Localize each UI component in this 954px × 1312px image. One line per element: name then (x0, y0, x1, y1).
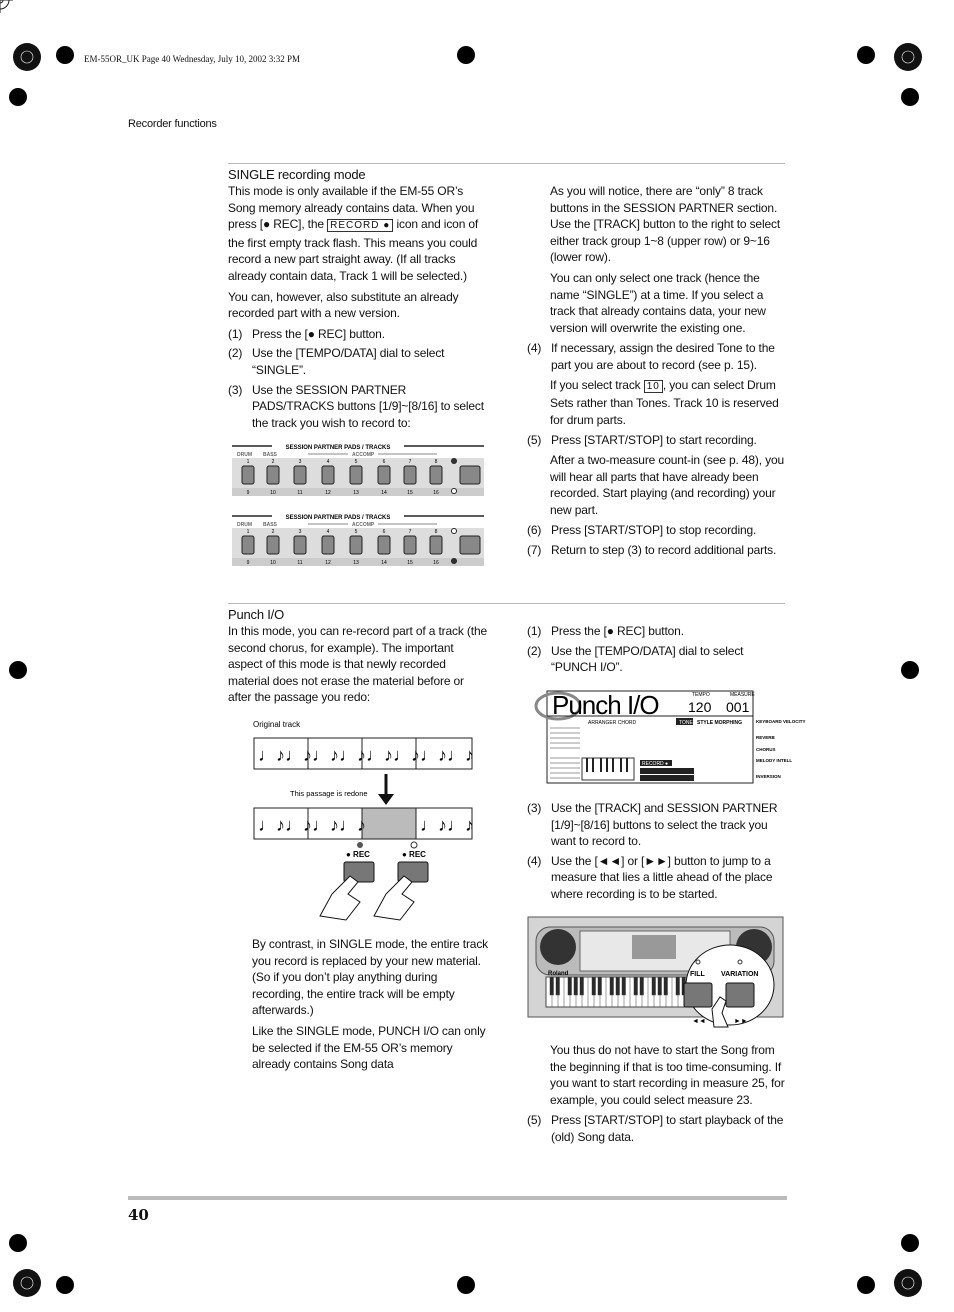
svg-text:TONE: TONE (679, 720, 693, 726)
punch-right-mid (527, 800, 785, 906)
pad-number-top: 1 (246, 459, 250, 465)
svg-text:DRUM: DRUM (237, 522, 252, 528)
svg-text:BASS: BASS (263, 452, 277, 458)
pad-number-bottom: 16 (433, 560, 439, 566)
single-step-6: (6) Press [START/STOP] to stop recording. (527, 523, 757, 538)
track-button[interactable] (460, 536, 480, 554)
svg-text:CHORUS: CHORUS (756, 747, 776, 752)
punch-left-column (228, 607, 490, 710)
pad-number-bottom: 16 (433, 490, 439, 496)
svg-text:◄◄: ◄◄ (692, 1018, 706, 1025)
single-step-4-note: If you select track 10 , you can select Drum Sets rather than Tones. Track 10 is reserved for drum parts. (550, 377, 779, 427)
track-led (452, 559, 457, 564)
svg-text:RECORD ●: RECORD ● (642, 761, 669, 767)
single-step-5-note: After a two-measure count-in (see p. 48), you will hear all parts that have already been recorded. Start playing (and recording) your new part. (550, 452, 785, 517)
pad-number-bottom: 9 (246, 490, 250, 496)
punch-step-5: (5) Press [START/STOP] to start playback of the (old) Song data. (527, 1113, 784, 1144)
pad-button[interactable] (404, 536, 416, 554)
pad-number-bottom: 12 (325, 490, 331, 496)
single-step-2: (2) Use the [TEMPO/DATA] dial to select “SINGLE”. (228, 346, 445, 377)
pad-button[interactable] (378, 466, 390, 484)
single-intro-1: This mode is only available if the EM-55 OR’s Song memory already contains data. When you press [● REC], the RECORD ● icon and icon of the first empty track flash. This means you could record a new part straight away. (If all tracks already contain data, Track 1 will be selected.) (228, 184, 479, 283)
punch-contrast-2: Like the SINGLE mode, PUNCH I/O can only be selected if the EM-55 OR’s memory already contains Song data (252, 1023, 486, 1072)
svg-text:MEASURE: MEASURE (730, 692, 755, 698)
svg-text:BASS: BASS (263, 522, 277, 528)
single-step-1: (1) Press the [● REC] button. (228, 326, 385, 341)
svg-text:SESSION PARTNER PADS / TRACKS: SESSION PARTNER PADS / TRACKS (285, 515, 391, 521)
pad-number-bottom: 10 (270, 490, 276, 496)
punch-step-3: (3) Use the [TRACK] and SESSION PARTNER [1/9]~[8/16] buttons to select the track you want to record to. (527, 801, 778, 849)
single-right-column (527, 183, 785, 561)
pad-button[interactable] (378, 536, 390, 554)
single-right-para-2: You can only select one track (hence the name “SINGLE”) at a time. If you select a track that already contains data, your new version will overwrite the existing one. (550, 270, 766, 335)
pad-number-top: 5 (354, 529, 358, 535)
svg-text:Roland: Roland (548, 971, 569, 977)
pad-button[interactable] (322, 536, 334, 554)
pad-button[interactable] (267, 466, 279, 484)
pad-button[interactable] (350, 466, 362, 484)
svg-text:KEYBOARD VELOCITY: KEYBOARD VELOCITY (756, 719, 806, 724)
session-partner-panel-figure (232, 440, 490, 570)
pad-number-top: 6 (382, 529, 386, 535)
punch-contrast-1: By contrast, in SINGLE mode, the entire track you record is replaced by your new material. (So if you don’t play anything during recording, the entire track will be empty afterwards.) (252, 937, 489, 1018)
pad-number-bottom: 13 (353, 560, 359, 566)
pad-number-top: 3 (298, 529, 302, 535)
svg-text:120: 120 (688, 699, 712, 715)
svg-text:♩♪♩♪: ♩♪♩♪ (366, 745, 420, 765)
page-number: 40 (128, 1206, 149, 1224)
pad-number-top: 7 (408, 529, 412, 535)
panel-heading: SESSION PARTNER PADS / TRACKS (285, 445, 391, 451)
svg-text:FILL: FILL (690, 971, 705, 978)
svg-text:ACCOMP: ACCOMP (352, 452, 375, 458)
single-step-7: (7) Return to step (3) to record additional parts. (527, 542, 777, 557)
svg-text:ACCOMP: ACCOMP (352, 522, 375, 528)
pad-number-top: 8 (434, 529, 438, 535)
pad-number-top: 2 (271, 459, 275, 465)
pad-number-top: 5 (354, 459, 358, 465)
pad-button[interactable] (350, 536, 362, 554)
keyboard-figure (528, 917, 784, 1027)
svg-text:Original track: Original track (253, 720, 301, 729)
single-intro-2: You can, however, also substitute an already recorded part with a new version. (228, 289, 459, 321)
pad-button[interactable] (430, 536, 442, 554)
pad-button[interactable] (294, 536, 306, 554)
punch-intro: In this mode, you can re-record part of a track (the second chorus, for example). The important aspect of this mode is that newly recorded material does not erase the material before or after the passage you redo: (228, 624, 487, 705)
pad-button[interactable] (267, 536, 279, 554)
pad-number-top: 4 (326, 529, 330, 535)
svg-text:TEMPO: TEMPO (692, 692, 710, 698)
single-step-5: (5) Press [START/STOP] to start recording. (527, 433, 757, 448)
track-led (452, 489, 457, 494)
track-led (452, 529, 457, 534)
pad-number-top: 2 (271, 529, 275, 535)
track-led (452, 459, 457, 464)
pad-button[interactable] (242, 466, 254, 484)
punch-after-fig: You thus do not have to start the Song from the beginning if that is too time-consuming. If you want to start recording in measure 25, for example, you could select measure 23. (550, 1043, 785, 1107)
pad-number-bottom: 12 (325, 560, 331, 566)
svg-text:● REC: ● REC (346, 850, 370, 859)
lcd-main-text: Punch I/O (552, 690, 659, 720)
punch-step-1: (1) Press the [● REC] button. (527, 624, 684, 638)
pad-number-top: 1 (246, 529, 250, 535)
punch-right-top (527, 623, 785, 679)
punch-contrast (252, 936, 490, 1077)
pad-number-top: 8 (434, 459, 438, 465)
single-left-column (228, 167, 490, 434)
svg-text:INVERSION: INVERSION (756, 774, 781, 779)
svg-text:This passage is redone: This passage is redone (290, 789, 368, 798)
punch-step-2: (2) Use the [TEMPO/DATA] dial to select “PUNCH I/O”. (527, 643, 744, 675)
svg-text:♩♪♩♪: ♩♪♩♪ (312, 745, 366, 765)
pad-number-bottom: 14 (381, 490, 387, 496)
svg-text:►►: ►► (734, 1018, 748, 1025)
single-right-para-1: As you will notice, there are “only” 8 track buttons in the SESSION PARTNER section. Use the [TRACK] button to the right to select either track group 1~8 (upper row) or 9~16 (lower row). (550, 184, 781, 265)
pad-number-bottom: 11 (297, 560, 303, 566)
svg-text:REVERB: REVERB (756, 735, 775, 740)
running-head: Recorder functions (128, 118, 217, 130)
svg-text:STYLE MORPHING: STYLE MORPHING (697, 720, 743, 726)
svg-text:♩♪♩♪: ♩♪♩♪ (312, 815, 366, 835)
svg-text:♩♪♩♪: ♩♪♩♪ (258, 815, 312, 835)
pad-button[interactable] (242, 536, 254, 554)
pad-number-bottom: 11 (297, 490, 303, 496)
lcd-display-figure (530, 688, 806, 786)
svg-text:VARIATION: VARIATION (721, 971, 759, 978)
punch-right-bottom (527, 1042, 785, 1149)
top-rule (228, 163, 785, 164)
section-title-punch: Punch I/O (228, 607, 285, 622)
single-step-4: (4) If necessary, assign the desired Tone to the part you are about to record (see p. 15). (527, 341, 775, 372)
pad-number-bottom: 13 (353, 490, 359, 496)
pad-number-top: 6 (382, 459, 386, 465)
svg-text:♩♪♩♪: ♩♪♩♪ (420, 745, 474, 765)
track-button[interactable] (460, 466, 480, 484)
svg-text:● REC: ● REC (402, 850, 426, 859)
punch-step-4: (4) Use the [◄◄] or [►►] button to jump to a measure that lies a little ahead of the place where recording is to be started. (527, 853, 773, 901)
pad-button[interactable] (404, 466, 416, 484)
pad-number-bottom: 15 (407, 560, 413, 566)
section-title-single: SINGLE recording mode (228, 167, 366, 182)
pad-number-bottom: 9 (246, 560, 250, 566)
svg-text:001: 001 (726, 699, 750, 715)
svg-text:MELODY INTELL: MELODY INTELL (756, 758, 793, 763)
pad-number-top: 7 (408, 459, 412, 465)
pad-number-top: 4 (326, 459, 330, 465)
pad-button[interactable] (430, 466, 442, 484)
record-icon: RECORD ● (327, 219, 393, 232)
single-step-3: (3) Use the SESSION PARTNER PADS/TRACKS buttons [1/9]~[8/16] to select the track you wish to record to: (228, 382, 484, 430)
svg-text:ARRANGER CHORD: ARRANGER CHORD (588, 720, 637, 726)
pad-number-bottom: 14 (381, 560, 387, 566)
pad-button[interactable] (322, 466, 334, 484)
mid-rule (228, 603, 785, 604)
pad-number-bottom: 15 (407, 490, 413, 496)
footer-rule (128, 1196, 787, 1200)
pad-number-bottom: 10 (270, 560, 276, 566)
svg-text:DRUM: DRUM (237, 452, 252, 458)
pad-button[interactable] (294, 466, 306, 484)
file-meta: EM-55OR_UK Page 40 Wednesday, July 10, 2002 3:32 PM (84, 54, 301, 64)
svg-text:♩♪♩♪: ♩♪♩♪ (258, 745, 312, 765)
svg-text:♩♪♩♪: ♩♪♩♪ (420, 815, 474, 835)
punch-diagram (250, 716, 480, 926)
pad-number-top: 3 (298, 459, 302, 465)
